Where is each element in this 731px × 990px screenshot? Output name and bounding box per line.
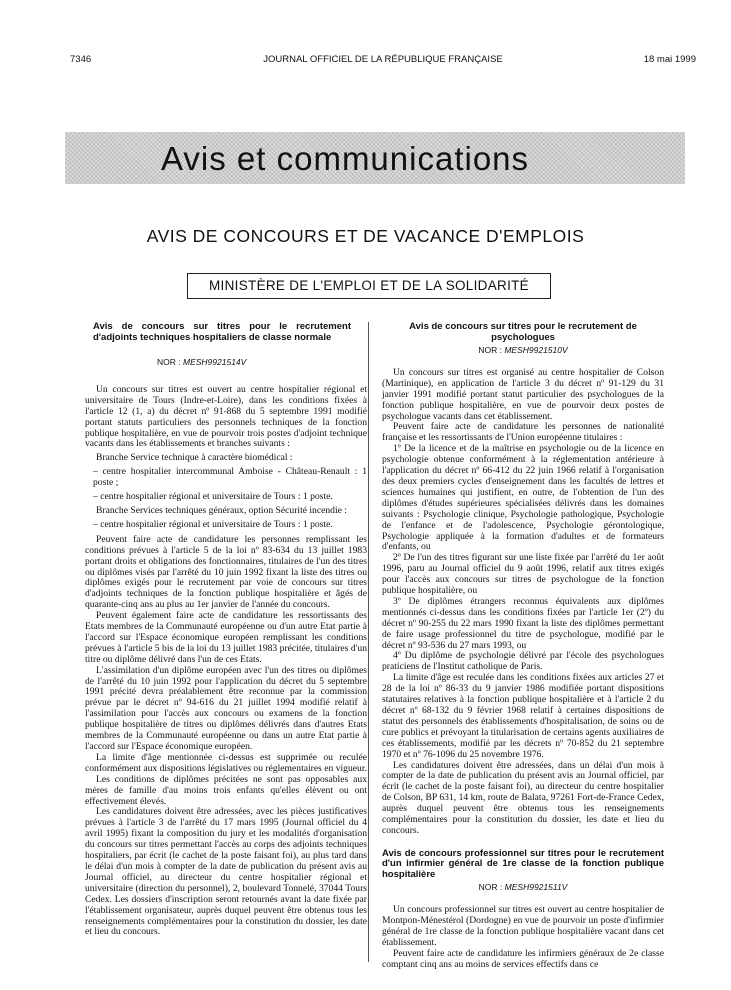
paragraph: La limite d'âge est reculée dans les conditions fixées aux articles 27 et 28 de la loi nº 86-33 du 9 janvier 1986 modifiée portant dispositions statutaires relatives à la fonction publique hospitalière et à l'article 2 du décret nº 68-132 du 9 février 1968 relatif à certaines dispositions de statut des personnels des établissements d'hospitalisation, de soins ou de cure publics et prévoyant la titularisation de certains agents auxiliaires de ces établissements, modifié par les décrets nº 70-852 du 21 septembre 1970 et nº 76-1096 du 25 novembre 1976. (382, 672, 664, 760)
paragraph: Peuvent également faire acte de candidature les ressortissants des Etats membres de la Communauté européenne ou d'un autre Etat partie à l'accord sur l'Espace économique européen remplissant les conditions prévues à l'article 5 bis de la loi du 13 juillet 1983 précitée, titulaires d'un titre ou diplôme délivré dans l'un de ces Etats. (85, 610, 367, 665)
section-banner (65, 132, 685, 184)
nor-reference (85, 357, 367, 368)
paragraph: Peuvent faire acte de candidature les personnes remplissant les conditions prévues à l'article 5 de la loi nº 83-634 du 13 juillet 1983 portant droits et obligations des fonctionnaires, titulaires de l'un des titres ou diplômes visés par l'arrêté du 10 juin 1992 fixant la liste des titres ou diplômes exigés pour le recrutement par voie de concours sur titres d'adjoints techniques de la fonction publique hospitalière et âgés de quarante-cinq ans au plus au 1er janvier de l'année du concours. (85, 533, 367, 611)
right-column (382, 322, 664, 971)
paragraph: Un concours sur titres est organisé au centre hospitalier de Colson (Martinique), en application de l'article 3 du décret nº 91-129 du 31 janvier 1991 modifié portant statut particulier des psychologues de la fonction publique hospitalière, en vue de pourvoir deux postes de psychologue vacants dans cet établissement. (382, 366, 664, 422)
notice-title: Avis de concours professionnel sur titres pour le recrutement d'un infirmier général de 1re classe de la fonction publique hospitalière (382, 847, 664, 880)
paragraph: Un concours professionnel sur titres est ouvert au centre hospitalier de Montpon-Ménestérol (Dordogne) en vue de pourvoir un poste d'infirmier général de 1re classe de la fonction publique hospitalière vacant dans cet établissement. (382, 904, 664, 948)
nor-reference (382, 882, 664, 893)
ministry-box: MINISTÈRE DE L'EMPLOI ET DE LA SOLIDARITÉ (187, 273, 551, 299)
notice-title: Avis de concours sur titres pour le recrutement d'adjoints techniques hospitaliers de classe normale (93, 321, 351, 343)
paragraph: Un concours sur titres est ouvert au centre hospitalier régional et universitaire de Tours (Indre-et-Loire), dans les conditions fixées à l'article 12 (1, a) du décret nº 91-868 du 5 septembre 1991 modifié portant statuts particuliers des personnels techniques de la fonction publique hospitalière, en vue de pourvoir trois postes d'adjoint technique vacants dans les établissements et branches suivants : (85, 383, 367, 450)
paragraph: La limite d'âge mentionnée ci-dessus est supprimée ou reculée conformément aux dispositions législatives ou réglementaires en vigueur. (85, 751, 367, 774)
nor-code: MESH9921510V (504, 345, 568, 355)
list-item: – centre hospitalier régional et universitaire de Tours : 1 poste. (93, 491, 333, 503)
paragraph: Les conditions de diplômes précitées ne sont pas opposables aux mères de famille d'au moins trois enfants qu'elles élèvent ou ont effectivement élevés. (85, 773, 367, 807)
paragraph: Branche Services techniques généraux, option Sécurité incendie : (96, 504, 347, 516)
nor-code: MESH9921514V (183, 357, 247, 367)
section-title: AVIS DE CONCOURS ET DE VACANCE D'EMPLOIS (146, 226, 585, 246)
nor-label: NOR : (478, 882, 503, 893)
paragraph: L'assimilation d'un diplôme européen avec l'un des titres ou diplômes de l'arrêté du 10 juin 1992 pour l'application du décret du 5 septembre 1991 précité devra préalablement être reconnue par la commission prévue par le décret nº 94-616 du 21 juillet 1994 modifié relatif à l'assimilation pour l'accès aux concours ou examens de la fonction publique hospitalière de titres ou diplômes délivrés dans d'autres Etats membres de la Communauté européenne ou dans un autre Etat partie à l'accord sur l'Espace économique européen. (85, 664, 367, 752)
banner-title: Avis et communications (161, 140, 530, 177)
paragraph: 1º De la licence et de la maîtrise en psychologie ou de la licence en psychologie obtenue conformément à la réglementation antérieure à l'application du décret nº 66-412 du 22 juin 1966 relatif à l'organisation des deux premiers cycles d'enseignement dans les facultés de lettres et sciences humaines qui justifient, en outre, de l'obtention de l'un des diplômes d'études supérieures spécialisées délivrés dans les domaines suivants : Psychologie clinique, Psychologie pathologique, Psychologie de l'enfance et de l'adolescence, Psychologie gérontologique, Psychologie appliquée à la formation d'adultes et de formateurs d'enfants, ou (382, 443, 664, 553)
page-number: 7346 (70, 54, 92, 65)
list-item: – centre hospitalier intercommunal Amboise - Château-Renault : 1 poste ; (93, 466, 367, 489)
paragraph: Les candidatures doivent être adressées, dans un délai d'un mois à compter de la date de publication du présent avis au Journal officiel, par écrit (le cachet de la poste faisant foi), au directeur du centre hospitalier de Colson, BP 631, 14 km, route de Balata, 97261 Fort-de-France Cedex, auprès duquel peuvent être obtenus tous les renseignements complémentaires pour la constitution du dossier, les date et lieu du concours. (382, 759, 664, 836)
paragraph: Peuvent faire acte de candidature les infirmiers généraux de 2e classe comptant cinq ans au moins de services effectifs dans ce (382, 947, 664, 970)
paragraph: 4º Du diplôme de psychologie délivré par l'école des psychologues praticiens de l'Institut catholique de Paris. (382, 650, 664, 673)
paragraph: 3º De diplômes étrangers reconnus équivalents aux diplômes mentionnés ci-dessus dans les conditions fixées par l'article 1er (2º) du décret nº 90-255 du 22 mars 1990 fixant la liste des diplômes permettant de faire usage professionnel du titre de psychologue, modifié par le décret nº 93-536 du 27 mars 1993, ou (382, 595, 664, 651)
nor-label: NOR : (478, 345, 502, 355)
notice-title: Avis de concours sur titres pour le recrutement de psychologues (409, 321, 637, 343)
paragraph: Branche Service technique à caractère biomédical : (96, 452, 293, 464)
journal-title: JOURNAL OFFICIEL DE LA RÉPUBLIQUE FRANÇAISE (263, 54, 503, 65)
paragraph: Les candidatures doivent être adressées, avec les pièces justificatives prévues à l'article 3 de l'arrêté du 17 mars 1995 (Journal officiel du 4 avril 1995) fixant la composition du jury et les modalités d'organisation du concours sur titres permettant l'accès au corps des adjoints techniques hospitaliers, par écrit (le cachet de la poste faisant foi), au plus tard dans le délai d'un mois à compter de la date de publication du présent avis au Journal officiel, au directeur du centre hospitalier régional et universitaire (direction du personnel), 2, boulevard Tonnelé, 37044 Tours Cedex. Les dossiers d'inscription seront retournés avant la date fixée par l'établissement organisateur, auprès duquel peuvent être obtenus tous les renseignements complémentaires pour la constitution du dossier, les date et lieu du concours. (85, 806, 367, 938)
issue-date: 18 mai 1999 (643, 54, 696, 65)
paragraph: Peuvent faire acte de candidature les personnes de nationalité française et les ressortissants de l'Union européenne titulaires : (382, 421, 664, 444)
list-item: – centre hospitalier régional et universitaire de Tours : 1 poste. (93, 518, 333, 530)
nor-code: MESH9921511V (504, 882, 568, 893)
nor-label: NOR : (157, 357, 181, 367)
column-divider (368, 322, 369, 962)
left-column (85, 322, 367, 938)
nor-reference (382, 345, 664, 356)
paragraph: 2º De l'un des titres figurant sur une liste fixée par l'arrêté du 1er août 1996, paru au Journal officiel du 9 août 1996, relatif aux titres exigés pour l'accès aux concours sur titres de psychologue de la fonction publique hospitalière, ou (382, 552, 664, 597)
